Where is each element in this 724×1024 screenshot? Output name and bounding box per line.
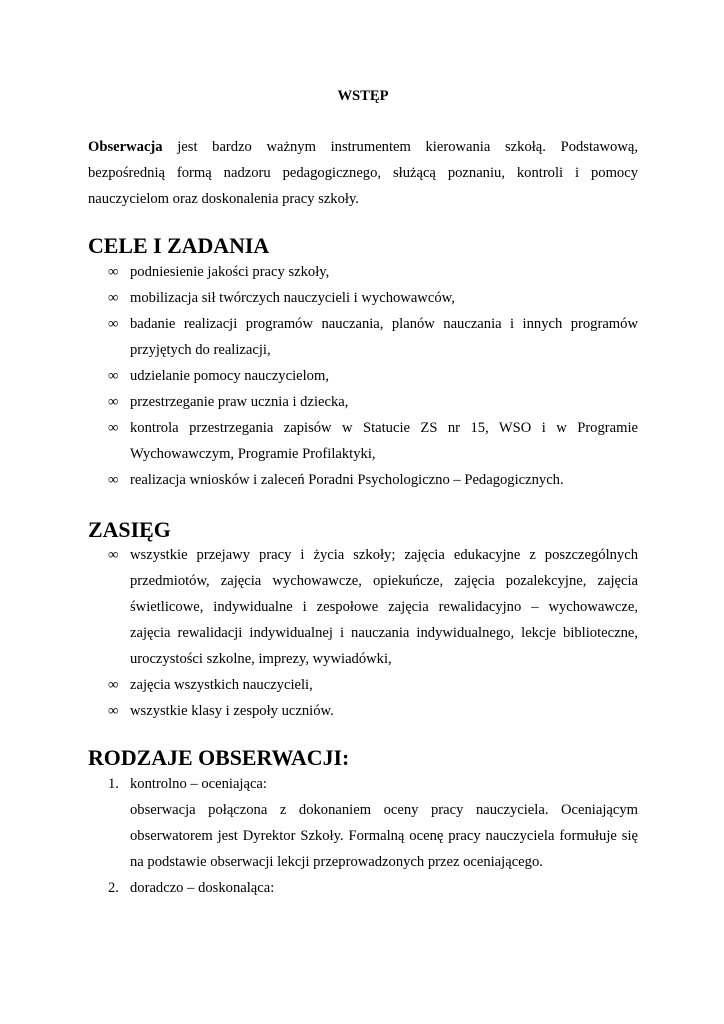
list-item: ∞ podniesienie jakości pracy szkoły, bbox=[88, 259, 638, 285]
section-heading-zasieg: ZASIĘG bbox=[88, 517, 171, 542]
infinity-bullet-icon: ∞ bbox=[108, 703, 119, 719]
item-label: doradczo – doskonaląca: bbox=[130, 880, 275, 896]
infinity-bullet-icon: ∞ bbox=[108, 264, 119, 280]
rodzaje-list bbox=[88, 771, 638, 901]
item-number: 1. bbox=[108, 776, 119, 792]
section-heading-cele: CELE I ZADANIA bbox=[88, 233, 270, 258]
list-item: ∞ realizacja wniosków i zaleceń Poradni Psychologiczno – Pedagogicznych. bbox=[88, 467, 638, 493]
list-item: ∞ mobilizacja sił twórczych nauczycieli i wychowawców, bbox=[88, 285, 638, 311]
list-item: ∞ wszystkie przejawy pracy i życia szkoły; zajęcia edukacyjne z poszczególnych przedmiotów, zajęcia wychowawcze, opiekuńcze, zajęcia pozalekcyjne, zajęcia świetlicowe, indywidualne i zespołowe zajęcia rewalidacyjno – wychowawcze, zajęcia rewalidacji indywidualnej i nauczania indywidualnego, lekcje biblioteczne, uroczystości szkolne, imprezy, wywiadówki, bbox=[88, 542, 638, 672]
list-item: ∞ udzielanie pomocy nauczycielom, bbox=[88, 363, 638, 389]
list-item: ∞ badanie realizacji programów nauczania, planów nauczania i innych programów przyjętych do realizacji, bbox=[88, 311, 638, 363]
infinity-bullet-icon: ∞ bbox=[108, 420, 119, 436]
list-item: ∞ wszystkie klasy i zespoły uczniów. bbox=[88, 698, 638, 724]
intro-paragraph bbox=[88, 134, 638, 212]
list-item: ∞ zajęcia wszystkich nauczycieli, bbox=[88, 672, 638, 698]
infinity-bullet-icon: ∞ bbox=[108, 290, 119, 306]
item-label: kontrolno – oceniająca: bbox=[130, 776, 267, 792]
infinity-bullet-icon: ∞ bbox=[108, 394, 119, 410]
infinity-bullet-icon: ∞ bbox=[108, 368, 119, 384]
infinity-bullet-icon: ∞ bbox=[108, 316, 119, 332]
zasieg-list bbox=[88, 542, 638, 724]
list-item: ∞ przestrzeganie praw ucznia i dziecka, bbox=[88, 389, 638, 415]
infinity-bullet-icon: ∞ bbox=[108, 547, 119, 563]
infinity-bullet-icon: ∞ bbox=[108, 677, 119, 693]
list-item bbox=[88, 875, 638, 901]
section-heading-rodzaje: RODZAJE OBSERWACJI: bbox=[88, 745, 350, 770]
intro-bold-lead: Obserwacja bbox=[88, 139, 163, 155]
page-title: WSTĘP bbox=[337, 88, 389, 104]
item-number: 2. bbox=[108, 880, 119, 896]
list-item: ∞ kontrola przestrzegania zapisów w Statucie ZS nr 15, WSO i w Programie Wychowawczym, Programie Profilaktyki, bbox=[88, 415, 638, 467]
cele-list bbox=[88, 259, 638, 493]
item-description: obserwacja połączona z dokonaniem oceny pracy nauczyciela. Oceniającym obserwatorem jest Dyrektor Szkoły. Formalną ocenę pracy nauczyciela formułuje się na podstawie obserwacji lekcji przeprowadzonych przez oceniającego. bbox=[130, 802, 638, 870]
infinity-bullet-icon: ∞ bbox=[108, 472, 119, 488]
list-item bbox=[88, 771, 638, 875]
intro-text: jest bardzo ważnym instrumentem kierowania szkołą. Podstawową, bezpośrednią formą nadzoru pedagogicznego, służącą poznaniu, kontroli i pomocy nauczycielom oraz doskonalenia pracy szkoły. bbox=[88, 139, 638, 207]
